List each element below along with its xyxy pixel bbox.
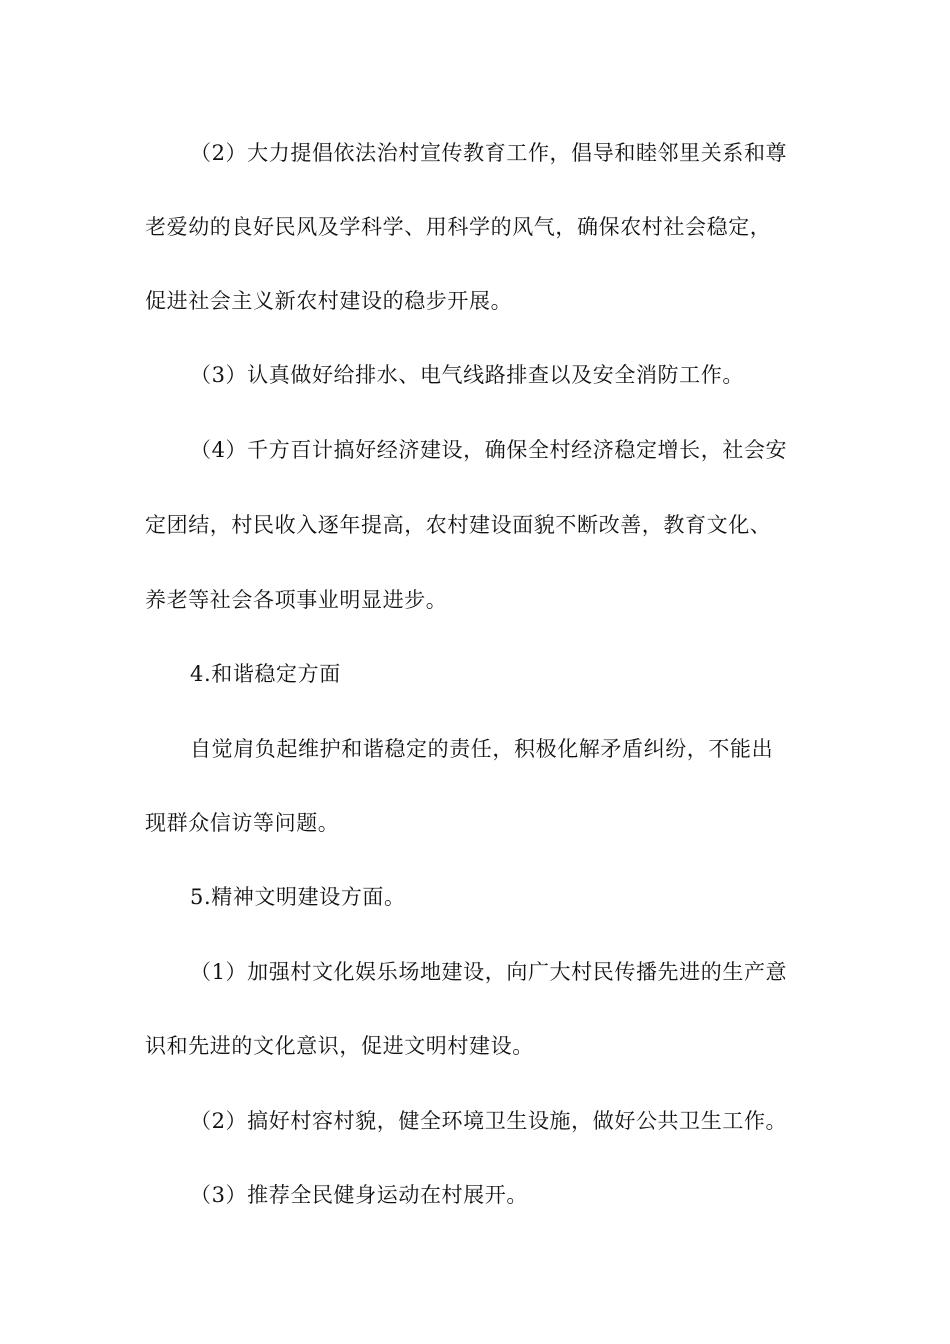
paragraph-line: （3）认真做好给排水、电气线路排查以及安全消防工作。 (190, 363, 744, 387)
paragraph-line: （2）搞好村容村貌，健全环境卫生设施，做好公共卫生工作。 (190, 1109, 788, 1133)
paragraph-line: 识和先进的文化意识，促进文明村建设。 (145, 1034, 534, 1058)
paragraph-line: 现群众信访等问题。 (145, 811, 340, 835)
paragraph-line: （1）加强村文化娱乐场地建设，向广大村民传播先进的生产意 (190, 960, 788, 984)
paragraph-line: 促进社会主义新农村建设的稳步开展。 (145, 289, 513, 313)
paragraph-line: （2）大力提倡依法治村宣传教育工作，倡导和睦邻里关系和尊 (190, 141, 788, 165)
paragraph-line: 老爱幼的良好民风及学科学、用科学的风气，确保农村社会稳定， (145, 215, 772, 239)
paragraph-line: 定团结，村民收入逐年提高，农村建设面貌不断改善，教育文化、 (145, 513, 772, 537)
paragraph-line: 养老等社会各项事业明显进步。 (145, 588, 448, 612)
paragraph-line: 自觉肩负起维护和谐稳定的责任，积极化解矛盾纠纷，不能出 (190, 737, 774, 761)
paragraph-line: （3）推荐全民健身运动在村展开。 (190, 1183, 528, 1207)
paragraph-line: （4）千方百计搞好经济建设，确保全村经济稳定增长，社会安 (190, 438, 788, 462)
section-heading: 5.精神文明建设方面。 (190, 885, 406, 909)
section-heading: 4.和谐稳定方面 (190, 662, 341, 686)
